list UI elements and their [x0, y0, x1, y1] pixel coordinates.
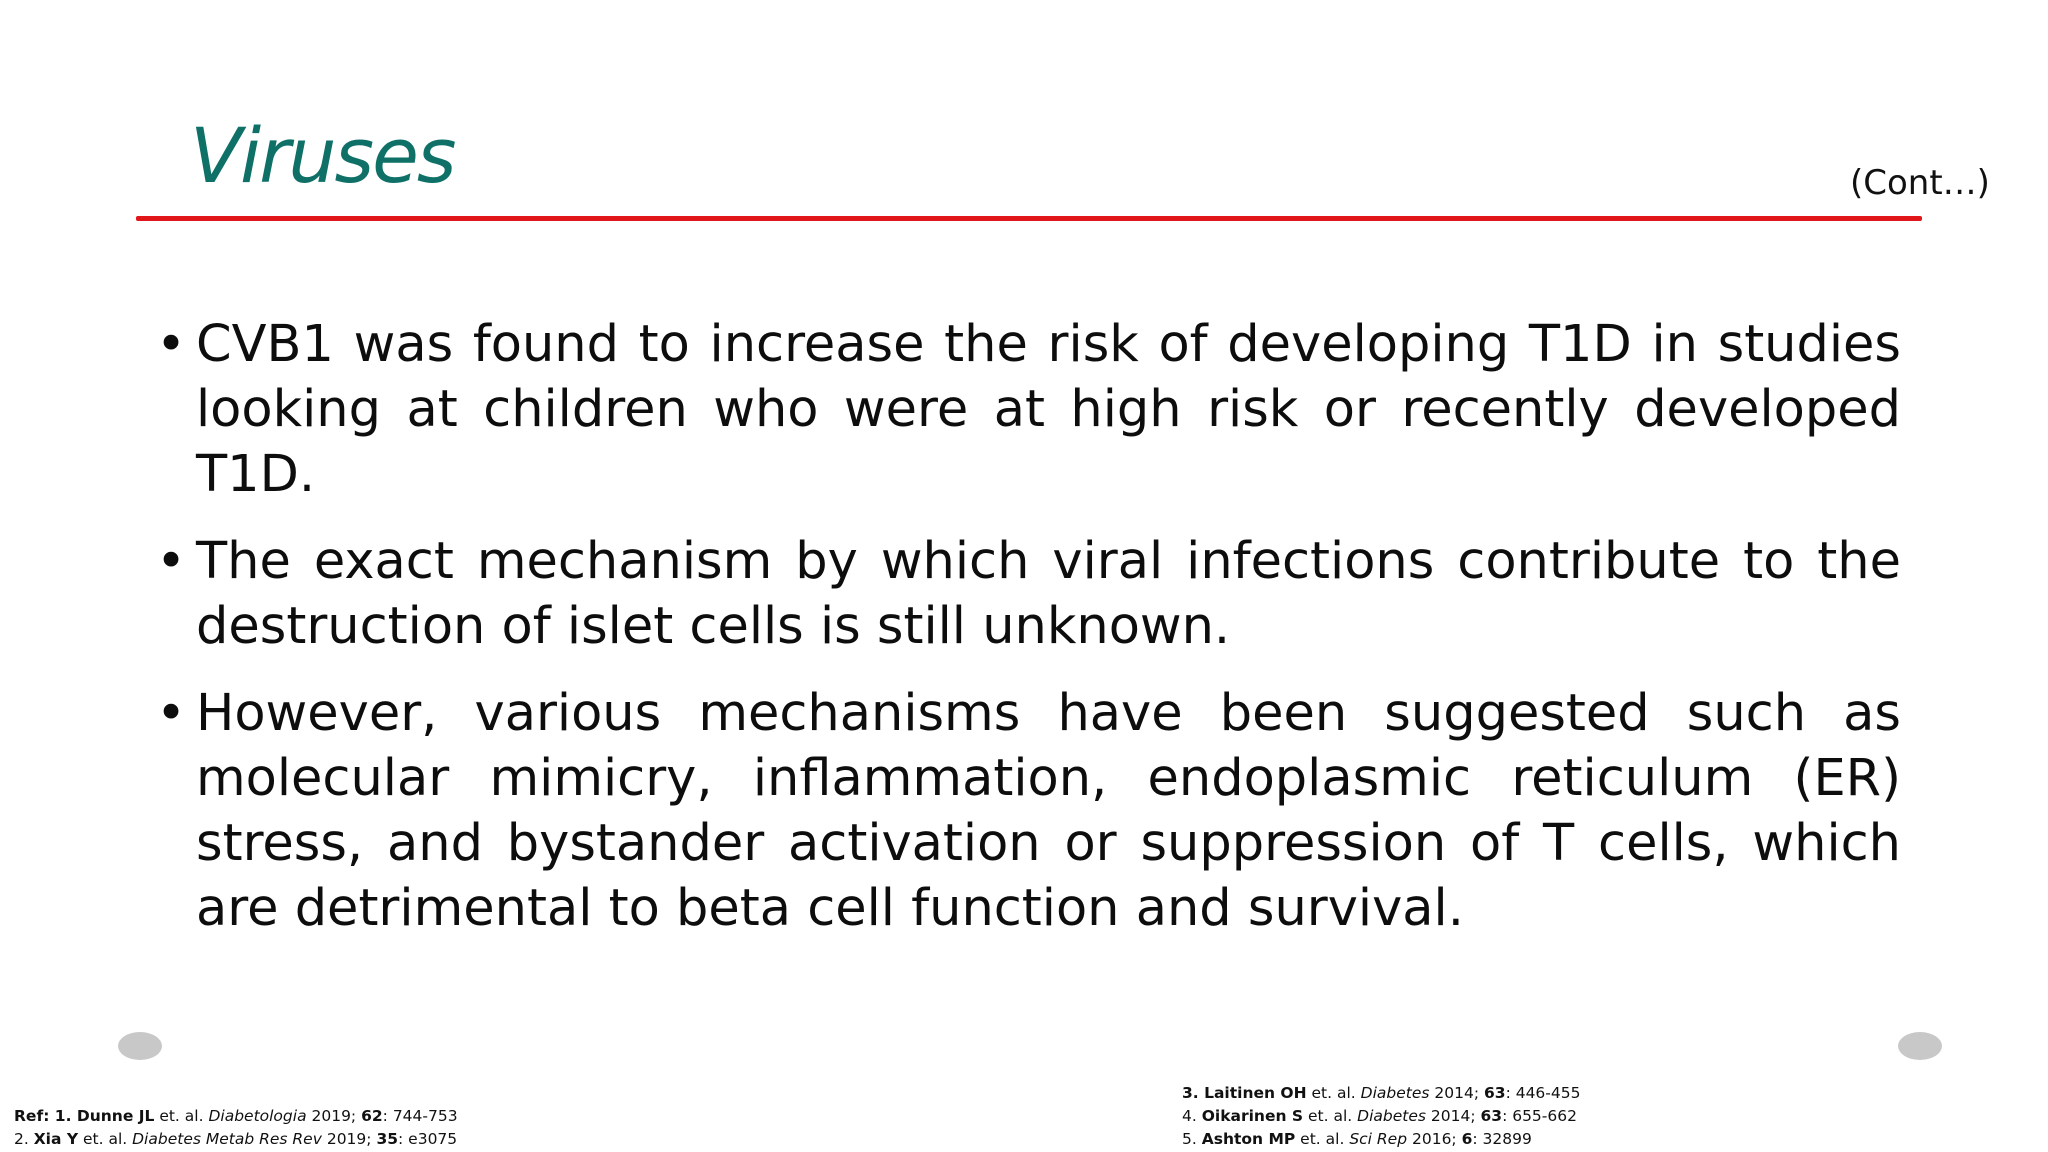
- bullet-item: [156, 529, 1901, 659]
- continuation-label: (Cont…): [1850, 163, 1990, 203]
- slide-title: Viruses: [190, 111, 455, 200]
- bullet-text: However, various mechanisms have been suggested such as molecular mimicry, inflammation, endoplasmic reticulum (ER) stress, and bystander activation or suppression of T cells, which are detrimental to beta cell function and survival.: [196, 684, 1901, 938]
- reference-item: 5. Ashton MP et. al. Sci Rep 2016; 6: 32899: [1182, 1130, 1532, 1148]
- bullet-text: CVB1 was found to increase the risk of developing T1D in studies looking at children who were at high risk or recently developed T1D.: [196, 315, 1901, 504]
- bullet-text: The exact mechanism by which viral infections contribute to the destruction of islet cells is still unknown.: [196, 532, 1901, 656]
- bullet-list: [156, 312, 1901, 963]
- reference-item: 2. Xia Y et. al. Diabetes Metab Res Rev 2019; 35: e3075: [14, 1130, 458, 1148]
- prev-slide-dot-icon[interactable]: [118, 1032, 162, 1060]
- next-slide-dot-icon[interactable]: [1898, 1032, 1942, 1060]
- references-right: [1182, 1082, 1580, 1151]
- bullet-icon: •: [156, 532, 187, 591]
- bullet-icon: •: [156, 315, 187, 374]
- bullet-item: [156, 681, 1901, 941]
- title-underline: [136, 216, 1922, 221]
- reference-item: 3. Laitinen OH et. al. Diabetes 2014; 63: 446-455: [1182, 1084, 1581, 1102]
- reference-item: 4. Oikarinen S et. al. Diabetes 2014; 63: 655-662: [1182, 1107, 1577, 1125]
- bullet-item: [156, 312, 1901, 507]
- reference-item: Ref: 1. Dunne JL et. al. Diabetologia 2019; 62: 744-753: [14, 1107, 458, 1125]
- references-left: [14, 1105, 458, 1151]
- bullet-icon: •: [156, 684, 187, 743]
